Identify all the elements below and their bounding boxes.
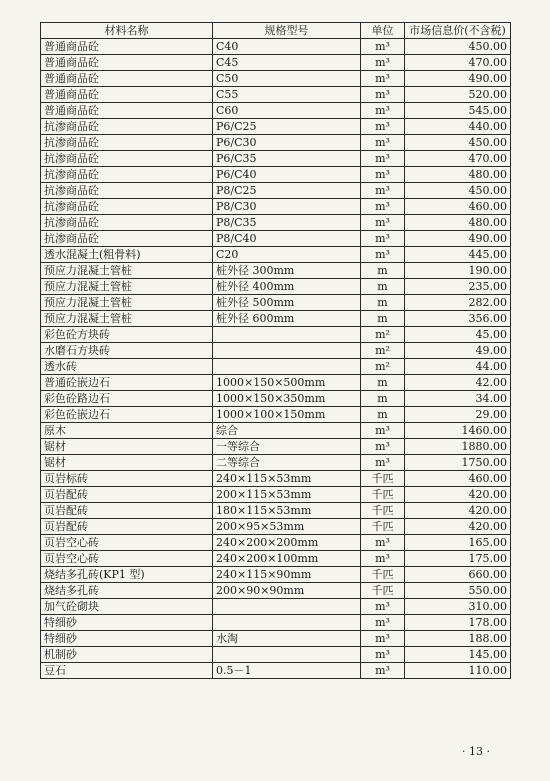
spec-cell: C50 — [213, 71, 361, 87]
spec-cell — [213, 615, 361, 631]
material-name-cell: 页岩配砖 — [41, 519, 213, 535]
price-cell: 356.00 — [405, 311, 511, 327]
spec-cell: 200×90×90mm — [213, 583, 361, 599]
material-name-cell: 页岩标砖 — [41, 471, 213, 487]
table-row — [41, 247, 511, 263]
table-row — [41, 103, 511, 119]
table-row — [41, 311, 511, 327]
unit-cell: 千匹 — [361, 583, 405, 599]
material-name-cell: 机制砂 — [41, 647, 213, 663]
unit-cell: m³ — [361, 215, 405, 231]
spec-cell: C60 — [213, 103, 361, 119]
spec-cell — [213, 343, 361, 359]
spec-cell: C55 — [213, 87, 361, 103]
material-name-cell: 透水砖 — [41, 359, 213, 375]
price-cell: 545.00 — [405, 103, 511, 119]
table-row — [41, 151, 511, 167]
unit-cell: m — [361, 279, 405, 295]
material-name-cell: 特细砂 — [41, 631, 213, 647]
material-name-cell: 原木 — [41, 423, 213, 439]
material-name-cell: 锯材 — [41, 455, 213, 471]
spec-cell: 240×115×90mm — [213, 567, 361, 583]
price-cell: 490.00 — [405, 71, 511, 87]
unit-cell: m³ — [361, 615, 405, 631]
header-spec: 规格型号 — [213, 23, 361, 39]
price-cell: 450.00 — [405, 39, 511, 55]
spec-cell: P8/C35 — [213, 215, 361, 231]
spec-cell: 1000×100×150mm — [213, 407, 361, 423]
material-name-cell: 彩色砼嵌边石 — [41, 407, 213, 423]
spec-cell: 180×115×53mm — [213, 503, 361, 519]
table-row — [41, 279, 511, 295]
price-cell: 550.00 — [405, 583, 511, 599]
unit-cell: m³ — [361, 231, 405, 247]
price-cell: 235.00 — [405, 279, 511, 295]
unit-cell: m³ — [361, 71, 405, 87]
table-row — [41, 647, 511, 663]
table-row — [41, 119, 511, 135]
material-name-cell: 页岩空心砖 — [41, 535, 213, 551]
unit-cell: m² — [361, 343, 405, 359]
unit-cell: m³ — [361, 39, 405, 55]
material-name-cell: 普通商品砼 — [41, 103, 213, 119]
price-cell: 1460.00 — [405, 423, 511, 439]
table-row — [41, 375, 511, 391]
price-cell: 420.00 — [405, 519, 511, 535]
material-name-cell: 普通砼嵌边石 — [41, 375, 213, 391]
spec-cell: 桩外径 500mm — [213, 295, 361, 311]
material-name-cell: 抗渗商品砼 — [41, 231, 213, 247]
unit-cell: m — [361, 311, 405, 327]
spec-cell: 240×115×53mm — [213, 471, 361, 487]
material-name-cell: 预应力混凝土管桩 — [41, 263, 213, 279]
header-unit: 单位 — [361, 23, 405, 39]
price-cell: 110.00 — [405, 663, 511, 679]
spec-cell: 1000×150×500mm — [213, 375, 361, 391]
table-row — [41, 535, 511, 551]
spec-cell: 1000×150×350mm — [213, 391, 361, 407]
material-name-cell: 抗渗商品砼 — [41, 135, 213, 151]
table-body — [41, 39, 511, 679]
material-name-cell: 预应力混凝土管桩 — [41, 295, 213, 311]
unit-cell: m³ — [361, 663, 405, 679]
spec-cell: 水淘 — [213, 631, 361, 647]
unit-cell: m³ — [361, 647, 405, 663]
table-row — [41, 631, 511, 647]
table-row — [41, 439, 511, 455]
table-row — [41, 423, 511, 439]
spec-cell — [213, 647, 361, 663]
table-row — [41, 551, 511, 567]
spec-cell: P8/C40 — [213, 231, 361, 247]
price-cell: 450.00 — [405, 183, 511, 199]
table-row — [41, 55, 511, 71]
price-cell: 45.00 — [405, 327, 511, 343]
unit-cell: 千匹 — [361, 487, 405, 503]
unit-cell: m³ — [361, 423, 405, 439]
spec-cell: C20 — [213, 247, 361, 263]
table-row — [41, 135, 511, 151]
table-row — [41, 87, 511, 103]
unit-cell: m³ — [361, 151, 405, 167]
unit-cell: m³ — [361, 599, 405, 615]
price-cell: 1750.00 — [405, 455, 511, 471]
price-cell: 420.00 — [405, 503, 511, 519]
material-name-cell: 抗渗商品砼 — [41, 199, 213, 215]
price-cell: 460.00 — [405, 199, 511, 215]
price-cell: 470.00 — [405, 55, 511, 71]
price-cell: 145.00 — [405, 647, 511, 663]
price-cell: 480.00 — [405, 167, 511, 183]
price-cell: 1880.00 — [405, 439, 511, 455]
unit-cell: m — [361, 295, 405, 311]
unit-cell: m³ — [361, 167, 405, 183]
table-row — [41, 215, 511, 231]
price-cell: 190.00 — [405, 263, 511, 279]
material-name-cell: 豆石 — [41, 663, 213, 679]
unit-cell: m — [361, 263, 405, 279]
unit-cell: m³ — [361, 55, 405, 71]
unit-cell: m³ — [361, 439, 405, 455]
price-cell: 34.00 — [405, 391, 511, 407]
unit-cell: 千匹 — [361, 519, 405, 535]
table-row — [41, 391, 511, 407]
material-name-cell: 预应力混凝土管桩 — [41, 279, 213, 295]
unit-cell: m² — [361, 327, 405, 343]
unit-cell: m — [361, 407, 405, 423]
spec-cell: 桩外径 400mm — [213, 279, 361, 295]
material-name-cell: 预应力混凝土管桩 — [41, 311, 213, 327]
material-name-cell: 页岩空心砖 — [41, 551, 213, 567]
unit-cell: m³ — [361, 87, 405, 103]
unit-cell: m³ — [361, 119, 405, 135]
price-cell: 49.00 — [405, 343, 511, 359]
material-name-cell: 普通商品砼 — [41, 71, 213, 87]
price-table — [40, 22, 511, 679]
unit-cell: m³ — [361, 199, 405, 215]
spec-cell: P6/C40 — [213, 167, 361, 183]
price-cell: 480.00 — [405, 215, 511, 231]
price-cell: 490.00 — [405, 231, 511, 247]
page-number: · 13 · — [462, 745, 490, 758]
table-row — [41, 167, 511, 183]
table-row — [41, 327, 511, 343]
unit-cell: 千匹 — [361, 567, 405, 583]
unit-cell: m³ — [361, 247, 405, 263]
spec-cell — [213, 359, 361, 375]
spec-cell: 0.5－1 — [213, 663, 361, 679]
material-name-cell: 抗渗商品砼 — [41, 167, 213, 183]
material-name-cell: 页岩配砖 — [41, 487, 213, 503]
unit-cell: m³ — [361, 135, 405, 151]
table-row — [41, 183, 511, 199]
price-cell: 310.00 — [405, 599, 511, 615]
table-row — [41, 615, 511, 631]
price-cell: 440.00 — [405, 119, 511, 135]
unit-cell: m³ — [361, 551, 405, 567]
table-row — [41, 455, 511, 471]
table-header-row — [41, 23, 511, 39]
price-cell: 44.00 — [405, 359, 511, 375]
table-row — [41, 39, 511, 55]
price-cell: 165.00 — [405, 535, 511, 551]
table-row — [41, 471, 511, 487]
material-name-cell: 特细砂 — [41, 615, 213, 631]
table-row — [41, 231, 511, 247]
spec-cell: 200×115×53mm — [213, 487, 361, 503]
material-name-cell: 彩色砼路边石 — [41, 391, 213, 407]
table-row — [41, 663, 511, 679]
material-name-cell: 抗渗商品砼 — [41, 119, 213, 135]
unit-cell: m — [361, 375, 405, 391]
material-name-cell: 抗渗商品砼 — [41, 215, 213, 231]
unit-cell: 千匹 — [361, 503, 405, 519]
table-row — [41, 199, 511, 215]
table-row — [41, 71, 511, 87]
table-row — [41, 519, 511, 535]
spec-cell: P6/C35 — [213, 151, 361, 167]
price-cell: 445.00 — [405, 247, 511, 263]
material-name-cell: 抗渗商品砼 — [41, 151, 213, 167]
table-row — [41, 359, 511, 375]
spec-cell — [213, 327, 361, 343]
material-name-cell: 锯材 — [41, 439, 213, 455]
price-cell: 282.00 — [405, 295, 511, 311]
table-row — [41, 599, 511, 615]
spec-cell: 桩外径 600mm — [213, 311, 361, 327]
unit-cell: m — [361, 391, 405, 407]
material-name-cell: 页岩配砖 — [41, 503, 213, 519]
unit-cell: m² — [361, 359, 405, 375]
price-cell: 175.00 — [405, 551, 511, 567]
unit-cell: 千匹 — [361, 471, 405, 487]
unit-cell: m³ — [361, 535, 405, 551]
table-row — [41, 503, 511, 519]
table-row — [41, 567, 511, 583]
material-name-cell: 普通商品砼 — [41, 39, 213, 55]
price-cell: 178.00 — [405, 615, 511, 631]
price-cell: 420.00 — [405, 487, 511, 503]
unit-cell: m³ — [361, 631, 405, 647]
price-cell: 29.00 — [405, 407, 511, 423]
table-row — [41, 407, 511, 423]
table-row — [41, 343, 511, 359]
unit-cell: m³ — [361, 103, 405, 119]
table-row — [41, 583, 511, 599]
unit-cell: m³ — [361, 455, 405, 471]
spec-cell: P8/C30 — [213, 199, 361, 215]
spec-cell: 综合 — [213, 423, 361, 439]
header-price: 市场信息价(不含税) — [405, 23, 511, 39]
unit-cell: m³ — [361, 183, 405, 199]
spec-cell: P6/C30 — [213, 135, 361, 151]
spec-cell — [213, 599, 361, 615]
spec-cell: 240×200×200mm — [213, 535, 361, 551]
spec-cell: 200×95×53mm — [213, 519, 361, 535]
price-cell: 470.00 — [405, 151, 511, 167]
table-row — [41, 487, 511, 503]
price-cell: 42.00 — [405, 375, 511, 391]
material-name-cell: 透水混凝土(粗骨料) — [41, 247, 213, 263]
material-name-cell: 烧结多孔砖(KP1 型) — [41, 567, 213, 583]
material-name-cell: 烧结多孔砖 — [41, 583, 213, 599]
price-cell: 520.00 — [405, 87, 511, 103]
spec-cell: C40 — [213, 39, 361, 55]
spec-cell: C45 — [213, 55, 361, 71]
spec-cell: P8/C25 — [213, 183, 361, 199]
material-name-cell: 加气砼砌块 — [41, 599, 213, 615]
price-cell: 460.00 — [405, 471, 511, 487]
spec-cell: P6/C25 — [213, 119, 361, 135]
spec-cell: 二等综合 — [213, 455, 361, 471]
spec-cell: 一等综合 — [213, 439, 361, 455]
material-name-cell: 普通商品砼 — [41, 55, 213, 71]
price-list-sheet — [40, 22, 510, 679]
material-name-cell: 普通商品砼 — [41, 87, 213, 103]
spec-cell: 240×200×100mm — [213, 551, 361, 567]
spec-cell: 桩外径 300mm — [213, 263, 361, 279]
material-name-cell: 水磨石方块砖 — [41, 343, 213, 359]
material-name-cell: 彩色砼方块砖 — [41, 327, 213, 343]
price-cell: 660.00 — [405, 567, 511, 583]
price-cell: 450.00 — [405, 135, 511, 151]
table-row — [41, 295, 511, 311]
price-cell: 188.00 — [405, 631, 511, 647]
material-name-cell: 抗渗商品砼 — [41, 183, 213, 199]
table-row — [41, 263, 511, 279]
header-material-name: 材料名称 — [41, 23, 213, 39]
